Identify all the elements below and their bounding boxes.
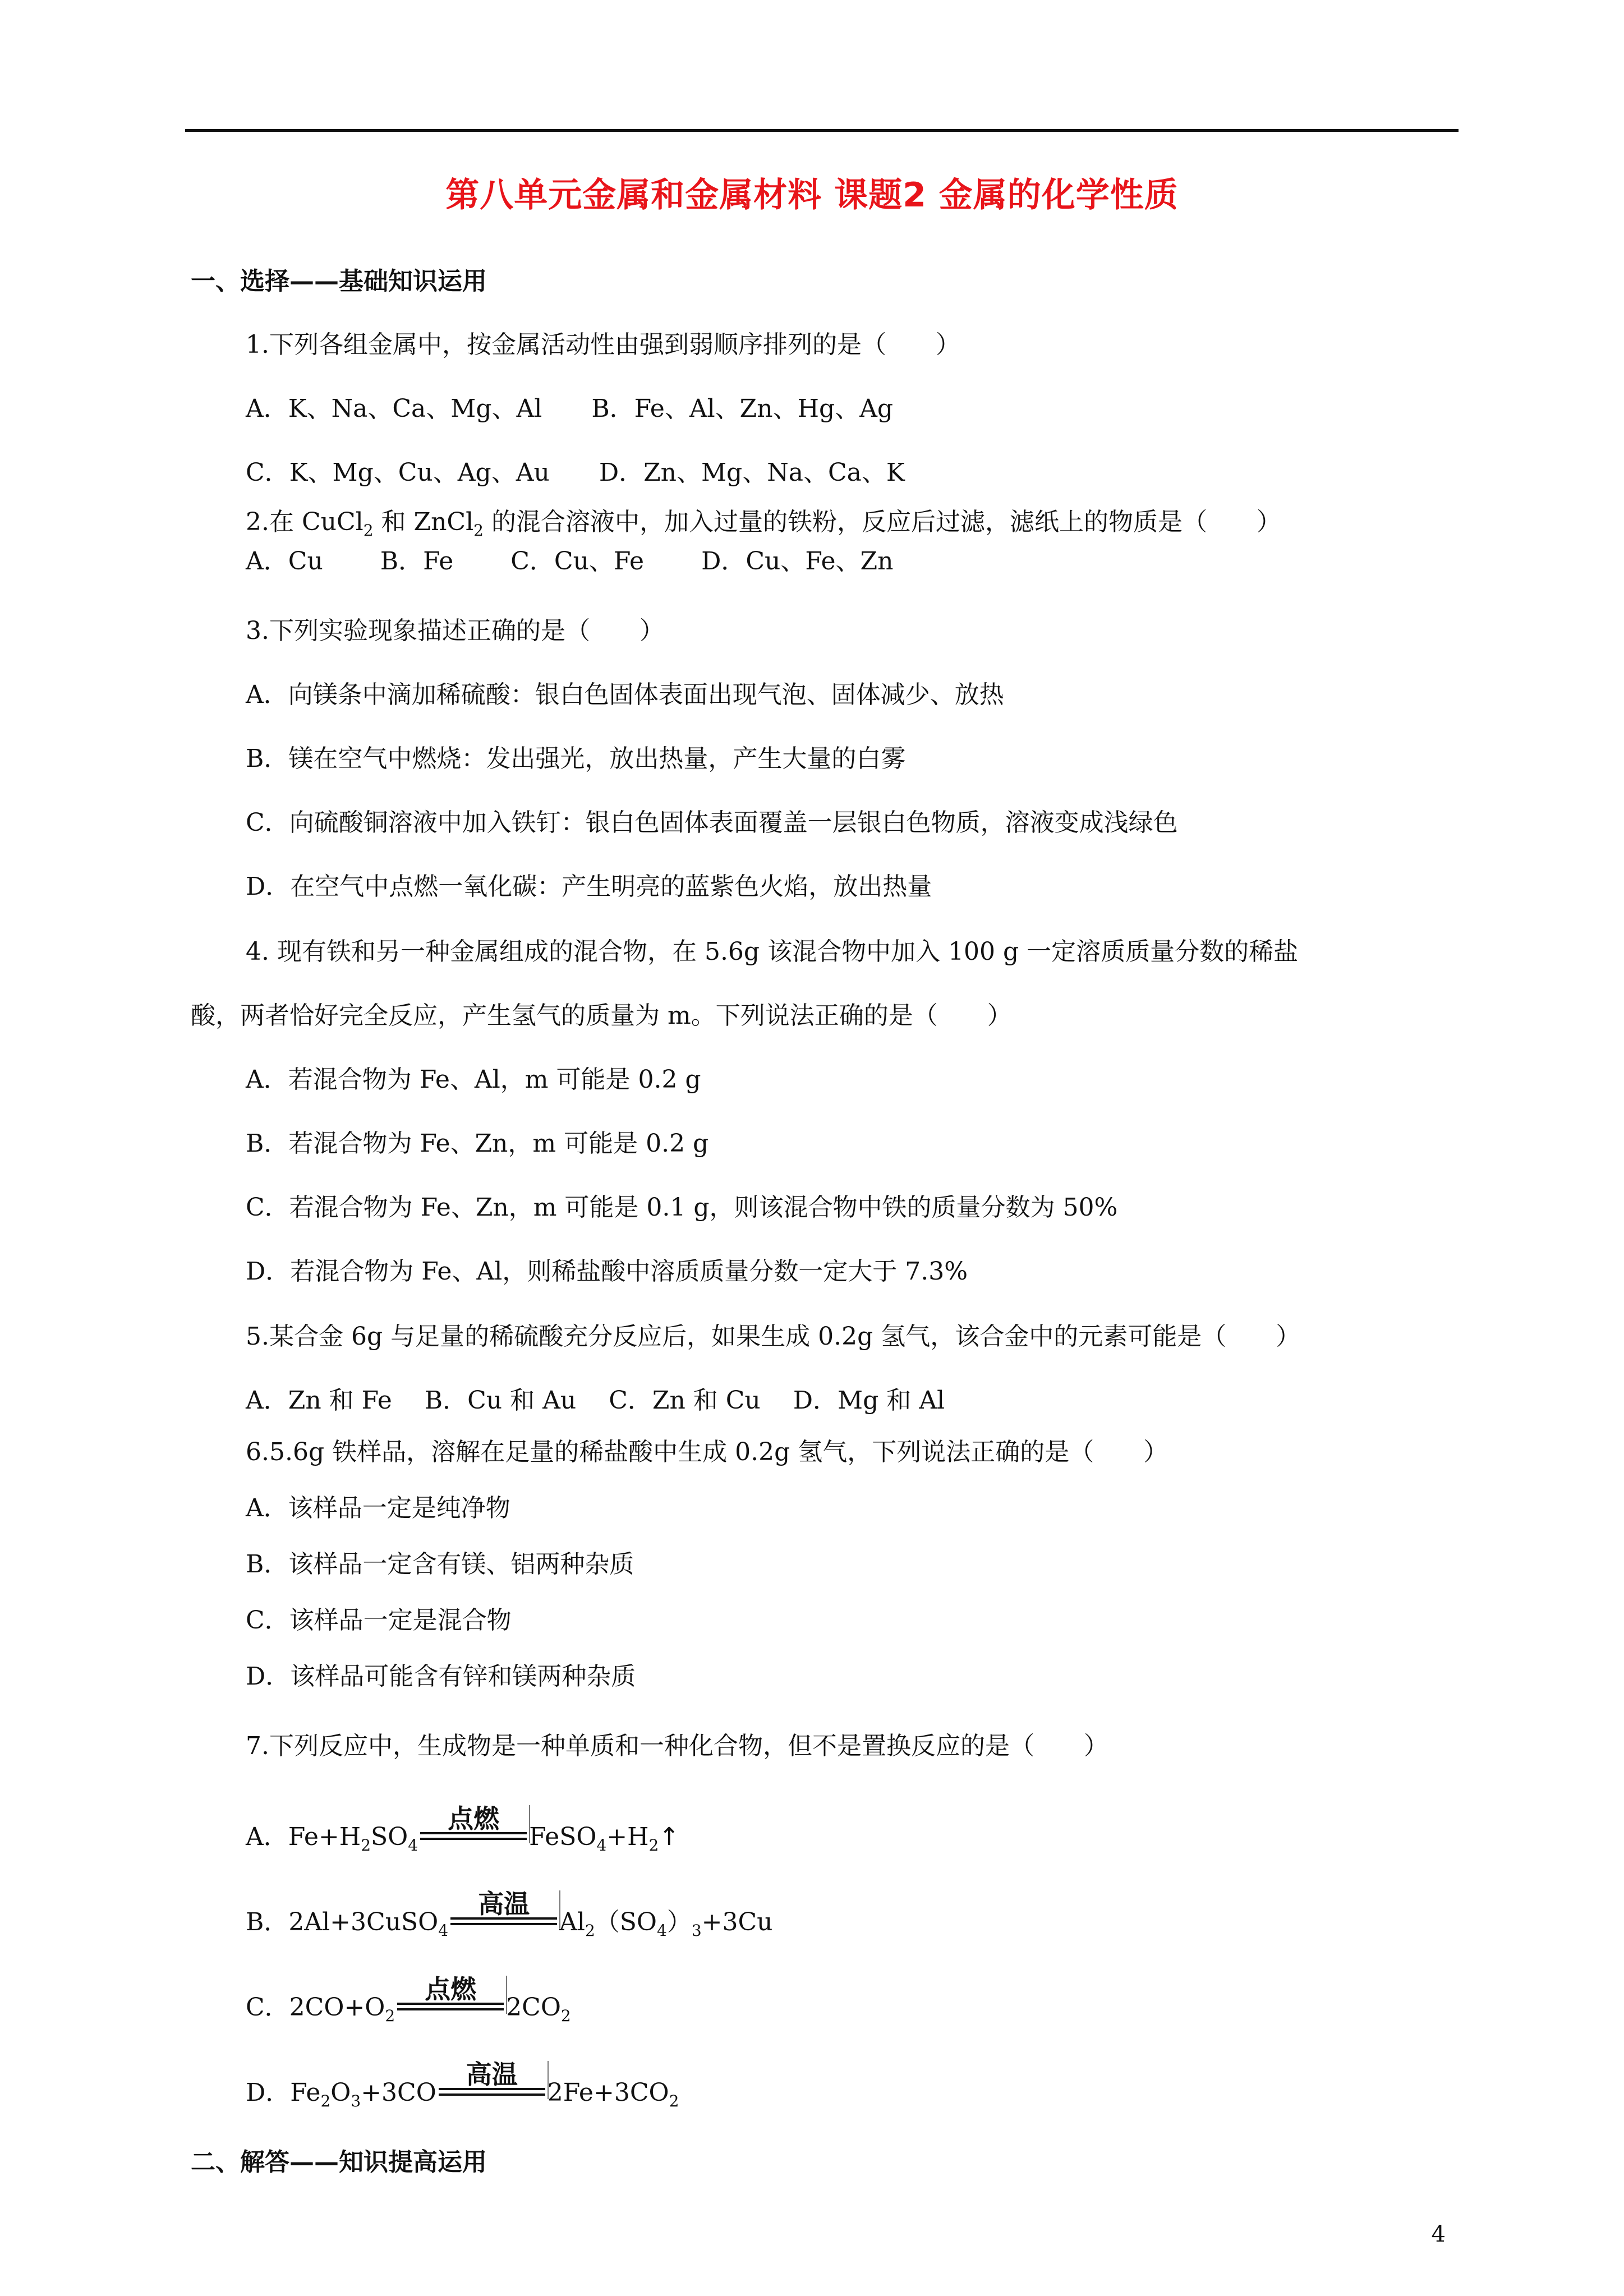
question-3-stem: 3.下列实验现象描述正确的是（ ）: [246, 616, 664, 645]
question-4-option-d: D．若混合物为 Fe、Al，则稀盐酸中溶质质量分数一定大于 7.3%: [246, 1257, 968, 1286]
reaction-condition-arrow: 点燃: [420, 1828, 527, 1850]
reaction-condition-arrow: 高温: [450, 1913, 557, 1935]
question-2-stem: 2.在 CuCl$_2$ 和 ZnCl$_2$ 的混合溶液中，加入过量的铁粉，反应后过滤，滤纸上的物质是（ ）: [246, 508, 1281, 540]
question-1-options-ab: A．K、Na、Ca、Mg、Al B．Fe、Al、Zn、Hg、Ag: [246, 394, 894, 423]
question-7-option-c: C．$2CO+O_2$ 点燃 $2CO_2$: [246, 1973, 571, 2025]
gas-up-arrow-icon: ↑: [659, 1823, 680, 1851]
question-4-option-a: A．若混合物为 Fe、Al，m 可能是 0.2 g: [246, 1065, 701, 1094]
question-6-option-c: C．该样品一定是混合物: [246, 1606, 512, 1635]
question-5-stem: 5.某合金 6g 与足量的稀硫酸充分反应后，如果生成 0.2g 氢气，该合金中的元素可能是（ ）: [246, 1322, 1301, 1351]
page-number: 4: [1431, 2221, 1446, 2247]
question-6-option-d: D．该样品可能含有锌和镁两种杂质: [246, 1662, 636, 1691]
header-rule: [185, 129, 1459, 132]
question-4-option-c: C．若混合物为 Fe、Zn，m 可能是 0.1 g，则该混合物中铁的质量分数为 50%: [246, 1193, 1118, 1222]
question-7-option-d: D．$Fe_2O_3+3CO$ 高温 $2Fe+3CO_2$: [246, 2059, 679, 2110]
question-6-option-a: A．该样品一定是纯净物: [246, 1494, 510, 1522]
question-4-option-b: B．若混合物为 Fe、Zn，m 可能是 0.2 g: [246, 1129, 709, 1158]
reaction-condition-arrow: 点燃: [397, 1998, 504, 2021]
question-2-options: A．Cu B．Fe C．Cu、Fe D．Cu、Fe、Zn: [246, 547, 894, 576]
question-7-option-a: A．$Fe+H_2SO_4$ 点燃 $FeSO_4+H_2↑$: [246, 1803, 680, 1855]
question-3-option-a: A．向镁条中滴加稀硫酸：银白色固体表面出现气泡、固体减少、放热: [246, 680, 1004, 709]
reaction-condition-arrow: 高温: [439, 2083, 545, 2106]
section-heading-answer: 二、解答——知识提高运用: [191, 2148, 487, 2177]
page-title: 第八单元金属和金属材料 课题2 金属的化学性质: [445, 176, 1179, 215]
question-3-option-d: D．在空气中点燃一氧化碳：产生明亮的蓝紫色火焰，放出热量: [246, 872, 932, 901]
question-1-options-cd: C．K、Mg、Cu、Ag、Au D．Zn、Mg、Na、Ca、K: [246, 458, 905, 487]
question-3-option-b: B．镁在空气中燃烧：发出强光，放出热量，产生大量的白雾: [246, 744, 906, 773]
question-6-option-b: B．该样品一定含有镁、铝两种杂质: [246, 1550, 634, 1579]
section-heading-choice: 一、选择——基础知识运用: [191, 267, 487, 296]
question-6-stem: 6.5.6g 铁样品，溶解在足量的稀盐酸中生成 0.2g 氢气，下列说法正确的是（ ）: [246, 1438, 1168, 1466]
question-4-stem-line1: 4. 现有铁和另一种金属组成的混合物，在 5.6g 该混合物中加入 100 g 一定溶质质量分数的稀盐: [246, 937, 1299, 966]
question-3-option-c: C．向硫酸铜溶液中加入铁钉：银白色固体表面覆盖一层银白色物质，溶液变成浅绿色: [246, 808, 1178, 837]
question-7-option-b: B．2Al+3CuSO$_4$ 高温 $Al_2(SO_4)_3+3Cu$: [246, 1888, 773, 1940]
question-4-stem-line2: 酸，两者恰好完全反应，产生氢气的质量为 m。下列说法正确的是（ ）: [191, 1001, 1012, 1030]
question-7-stem: 7.下列反应中，生成物是一种单质和一种化合物，但不是置换反应的是（ ）: [246, 1732, 1108, 1760]
question-1-stem: 1.下列各组金属中，按金属活动性由强到弱顺序排列的是（ ）: [246, 330, 960, 359]
question-5-options: A．Zn 和 Fe B．Cu 和 Au C．Zn 和 Cu D．Mg 和 Al: [246, 1386, 945, 1415]
